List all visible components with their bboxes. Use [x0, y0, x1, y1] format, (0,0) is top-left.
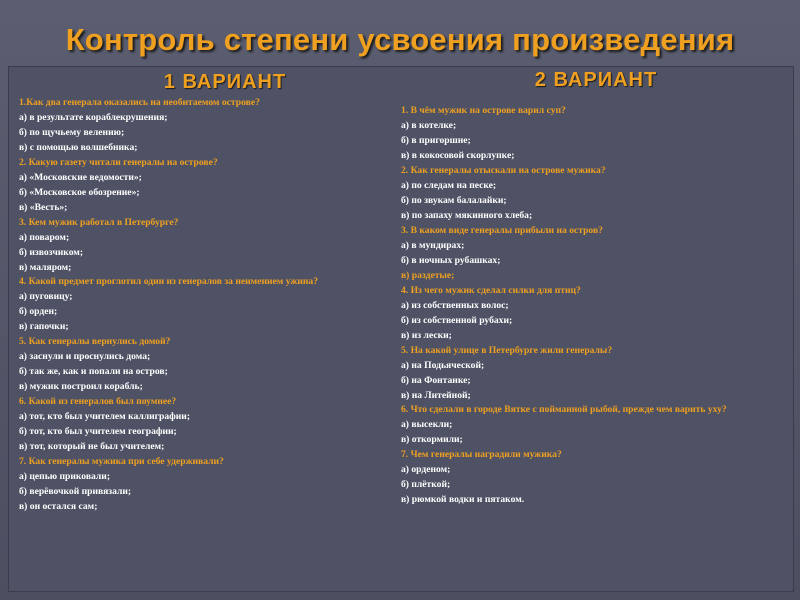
answer-option: в) гапочки; [19, 321, 69, 332]
variant-2-questions [401, 103, 791, 507]
answer-option: в) «Весть»; [19, 202, 68, 213]
question-line: 6. Что сделали в городе Вятке с пойманной рыбой, прежде чем варить уху? [401, 404, 727, 415]
question-line: 7. Чем генералы наградили мужика? [401, 449, 562, 460]
answer-option: б) в пригоршне; [401, 135, 471, 146]
answer-option: б) извозчиком; [19, 247, 84, 258]
page-title: Контроль степени усвоения произведения [65, 22, 735, 57]
answer-option: в) маляром; [19, 262, 72, 273]
answer-option: б) по звукам балалайки; [401, 195, 507, 206]
answer-option: в) по запаху мякинного хлеба; [401, 210, 533, 221]
answer-option: б) на Фонтанке; [401, 375, 471, 386]
question-line: 5. На какой улице в Петербурге жили генералы? [401, 345, 613, 356]
answer-option: а) в результате кораблекрушения; [19, 112, 168, 123]
answer-option: а) орденом; [401, 464, 451, 475]
answer-option: а) заснули и проснулись дома; [19, 351, 151, 362]
answer-option: б) орден; [19, 306, 58, 317]
answer-option: б) верёвочкой привязали; [19, 486, 132, 497]
variant-1-questions [19, 95, 391, 514]
answer-option: в) с помощью волшебника; [19, 142, 138, 153]
answer-option: б) так же, как и попали на остров; [19, 366, 168, 377]
question-line: 2. Какую газету читали генералы на острове? [19, 157, 218, 168]
variant-2-column [401, 67, 791, 507]
answer-option: б) в ночных рубашках; [401, 255, 501, 266]
answer-option: а) поваром; [19, 232, 70, 243]
answer-option: а) на Подьяческой; [401, 360, 485, 371]
variant-1-heading: 1 ВАРИАНТ [163, 71, 287, 93]
answer-option: в) в кокосовой скорлупке; [401, 150, 515, 161]
question-line: 3. Кем мужик работал в Петербурге? [19, 217, 179, 228]
answer-option: б) плёткой; [401, 479, 451, 490]
question-line: 2. Как генералы отыскали на острове мужика? [401, 165, 606, 176]
answer-option: б) из собственной рубахи; [401, 315, 513, 326]
question-line: 4. Из чего мужик сделал силки для птиц? [401, 285, 581, 296]
answer-option: а) пуговицу; [19, 291, 73, 302]
answer-option: а) в мундирах; [401, 240, 465, 251]
variant-2-heading: 2 ВАРИАНТ [534, 69, 658, 91]
answer-option: б) тот, кто был учителем географии; [19, 426, 177, 437]
question-line: 5. Как генералы вернулись домой? [19, 336, 171, 347]
answer-option: в) из лески; [401, 330, 452, 341]
answer-option: а) цепью приковали; [19, 471, 111, 482]
question-line: 6. Какой из генералов был поумнее? [19, 396, 177, 407]
answer-option: в) тот, который не был учителем; [19, 441, 165, 452]
answer-option: в) откормили; [401, 434, 463, 445]
answer-option: в) на Литейной; [401, 390, 471, 401]
question-line: 1. В чём мужик на острове варил суп? [401, 105, 566, 116]
answer-option: а) высекли; [401, 419, 453, 430]
answer-option: а) «Московские ведомости»; [19, 172, 142, 183]
answer-option: а) в котелке; [401, 120, 457, 131]
answer-option: а) тот, кто был учителем каллиграфии; [19, 411, 191, 422]
content-panel [8, 66, 794, 592]
question-line: 4. Какой предмет проглотил один из генералов за неимением ужина? [19, 276, 318, 287]
variant-1-column [19, 67, 391, 514]
answer-option: в) рюмкой водки и пятаком. [401, 494, 525, 505]
question-line: 1.Как два генерала оказались на необитаемом острове? [19, 97, 260, 108]
answer-option: б) «Московское обозрение»; [19, 187, 140, 198]
question-line: 3. В каком виде генералы прибыли на остров? [401, 225, 603, 236]
answer-option: в) он остался сам; [19, 501, 98, 512]
answer-option: б) по щучьему велению; [19, 127, 125, 138]
question-line: 7. Как генералы мужика при себе удерживали? [19, 456, 224, 467]
answer-option: а) из собственных волос; [401, 300, 509, 311]
answer-option: в) мужик построил корабль; [19, 381, 143, 392]
answer-option: а) по следам на песке; [401, 180, 497, 191]
answer-option: в) раздетые; [401, 270, 455, 281]
